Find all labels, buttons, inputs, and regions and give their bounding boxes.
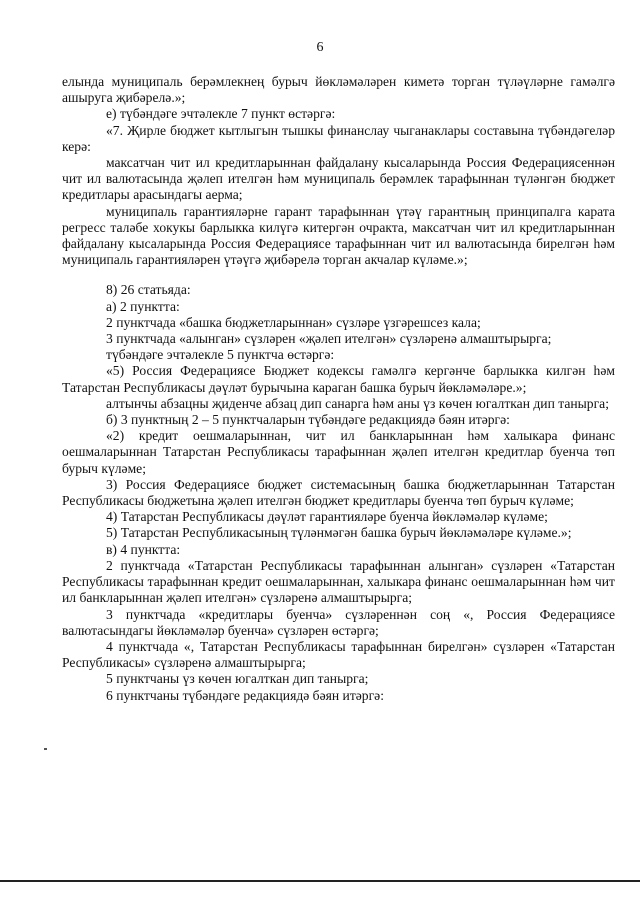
paragraph: 4 пунктчада «, Татарстан Республикасы тарафыннан бирелгән» сүзләрен «Татарстан Республикасы» сүзләренә алмаштырырга; — [62, 638, 615, 671]
page-number: 6 — [316, 40, 324, 55]
scan-speck — [44, 748, 47, 750]
paragraph: елында муниципаль берәмлекнең бурыч йөкләмәләрен киметә торган түләүләрне гамәлгә ашыруга җибәрелә.»; — [62, 74, 615, 106]
paragraph: 2 пунктчада «башка бюджетларыннан» сүзләре үзгәрешсез кала; — [106, 314, 481, 330]
paragraph: максатчан чит ил кредитларыннан файдалану кысаларында Россия Федерациясеннән чит ил валютасында җәлеп ителгән һәм муниципаль берәмлек тарафыннан түләнгән бюджет кредитлары арасындагы аерма; — [62, 155, 615, 203]
paragraph: 5) Татарстан Республикасының түләнмәгән башка бурыч йөкләмәләре күләме.»; — [106, 525, 572, 541]
paragraph: а) 2 пунктта: — [106, 298, 180, 314]
paragraph: түбәндәге эчтәлекле 5 пунктча өстәргә: — [106, 347, 335, 363]
paragraph: муниципаль гарантияләрне гарант тарафыннан үтәү гарантның принципалга карата регресс таләбе хокукы барлыкка килүгә китергән очракта, максатчан чит ил кредитларыннан файдалану кысаларында Россия Федерациясе тарафыннан чит ил валютасында бирелгән һәм муниципаль гарантияләрен үтәүгә җибәрелә торган акчалар күләме.»; — [62, 203, 615, 268]
paragraph: е) түбәндәге эчтәлекле 7 пункт өстәргә: — [106, 106, 336, 122]
paragraph: 4) Татарстан Республикасы дәүләт гарантияләре буенча йөкләмәләр күләме; — [106, 509, 548, 525]
paragraph: 3 пунктчада «алынган» сүзләрен «җәлеп ителгән» сүзләренә алмаштырырга; — [106, 331, 552, 347]
paragraph: «5) Россия Федерациясе Бюджет кодексы гамәлгә кергәнче барлыкка килгән һәм Татарстан Республикасы дәүләт бурычына караган башка бурыч йөкләмәләре.»; — [62, 363, 615, 395]
paragraph: 8) 26 статьяда: — [106, 282, 191, 298]
paragraph: в) 4 пунктта: — [106, 541, 181, 557]
paragraph: «7. Җирле бюджет кытлыгын тышкы финанслау чыганаклары составына түбәндәгеләр керә: — [62, 122, 615, 154]
paragraph: алтынчы абзацны җиденче абзац дип санарга һәм аны үз көчен югалткан дип танырга; — [106, 395, 609, 411]
document-body — [62, 74, 615, 704]
paragraph: 3 пунктчада «кредитлары буенча» сүзләреннән соң «, Россия Федерациясе валютасындагы йөкләмәләр буенча» сүзләрен өстәргә; — [62, 606, 615, 638]
bottom-rule — [0, 880, 640, 882]
paragraph: б) 3 пунктның 2 – 5 пунктчаларын түбәндәге редакциядә бәян итәргә: — [106, 412, 510, 428]
paragraph: 3) Россия Федерациясе бюджет системасының башка бюджетларыннан Татарстан Республикасы бюджетына җәлеп ителгән бюджет кредитлары буенча төп бурыч күләме; — [62, 476, 615, 509]
paragraph: 2 пунктчада «Татарстан Республикасы тарафыннан алынган» сүзләрен «Татарстан Республикасы тарафыннан кредит оешмаларыннан, халыкара финанс оешмаларыннан һәм чит ил банкларыннан җәлеп ителгән» сүзләренә алмаштырырга; — [62, 557, 615, 606]
paragraph: «2) кредит оешмаларыннан, чит ил банкларыннан һәм халыкара финанс оешмаларыннан Татарстан Республикасы тарафыннан җәлеп ителгән кредитлар буенча төп бурыч күләме; — [62, 428, 615, 476]
paragraph: 6 пунктчаны түбәндәге редакциядә бәян итәргә: — [106, 687, 384, 703]
paragraph: 5 пунктчаны үз көчен югалткан дип танырга; — [106, 671, 369, 687]
